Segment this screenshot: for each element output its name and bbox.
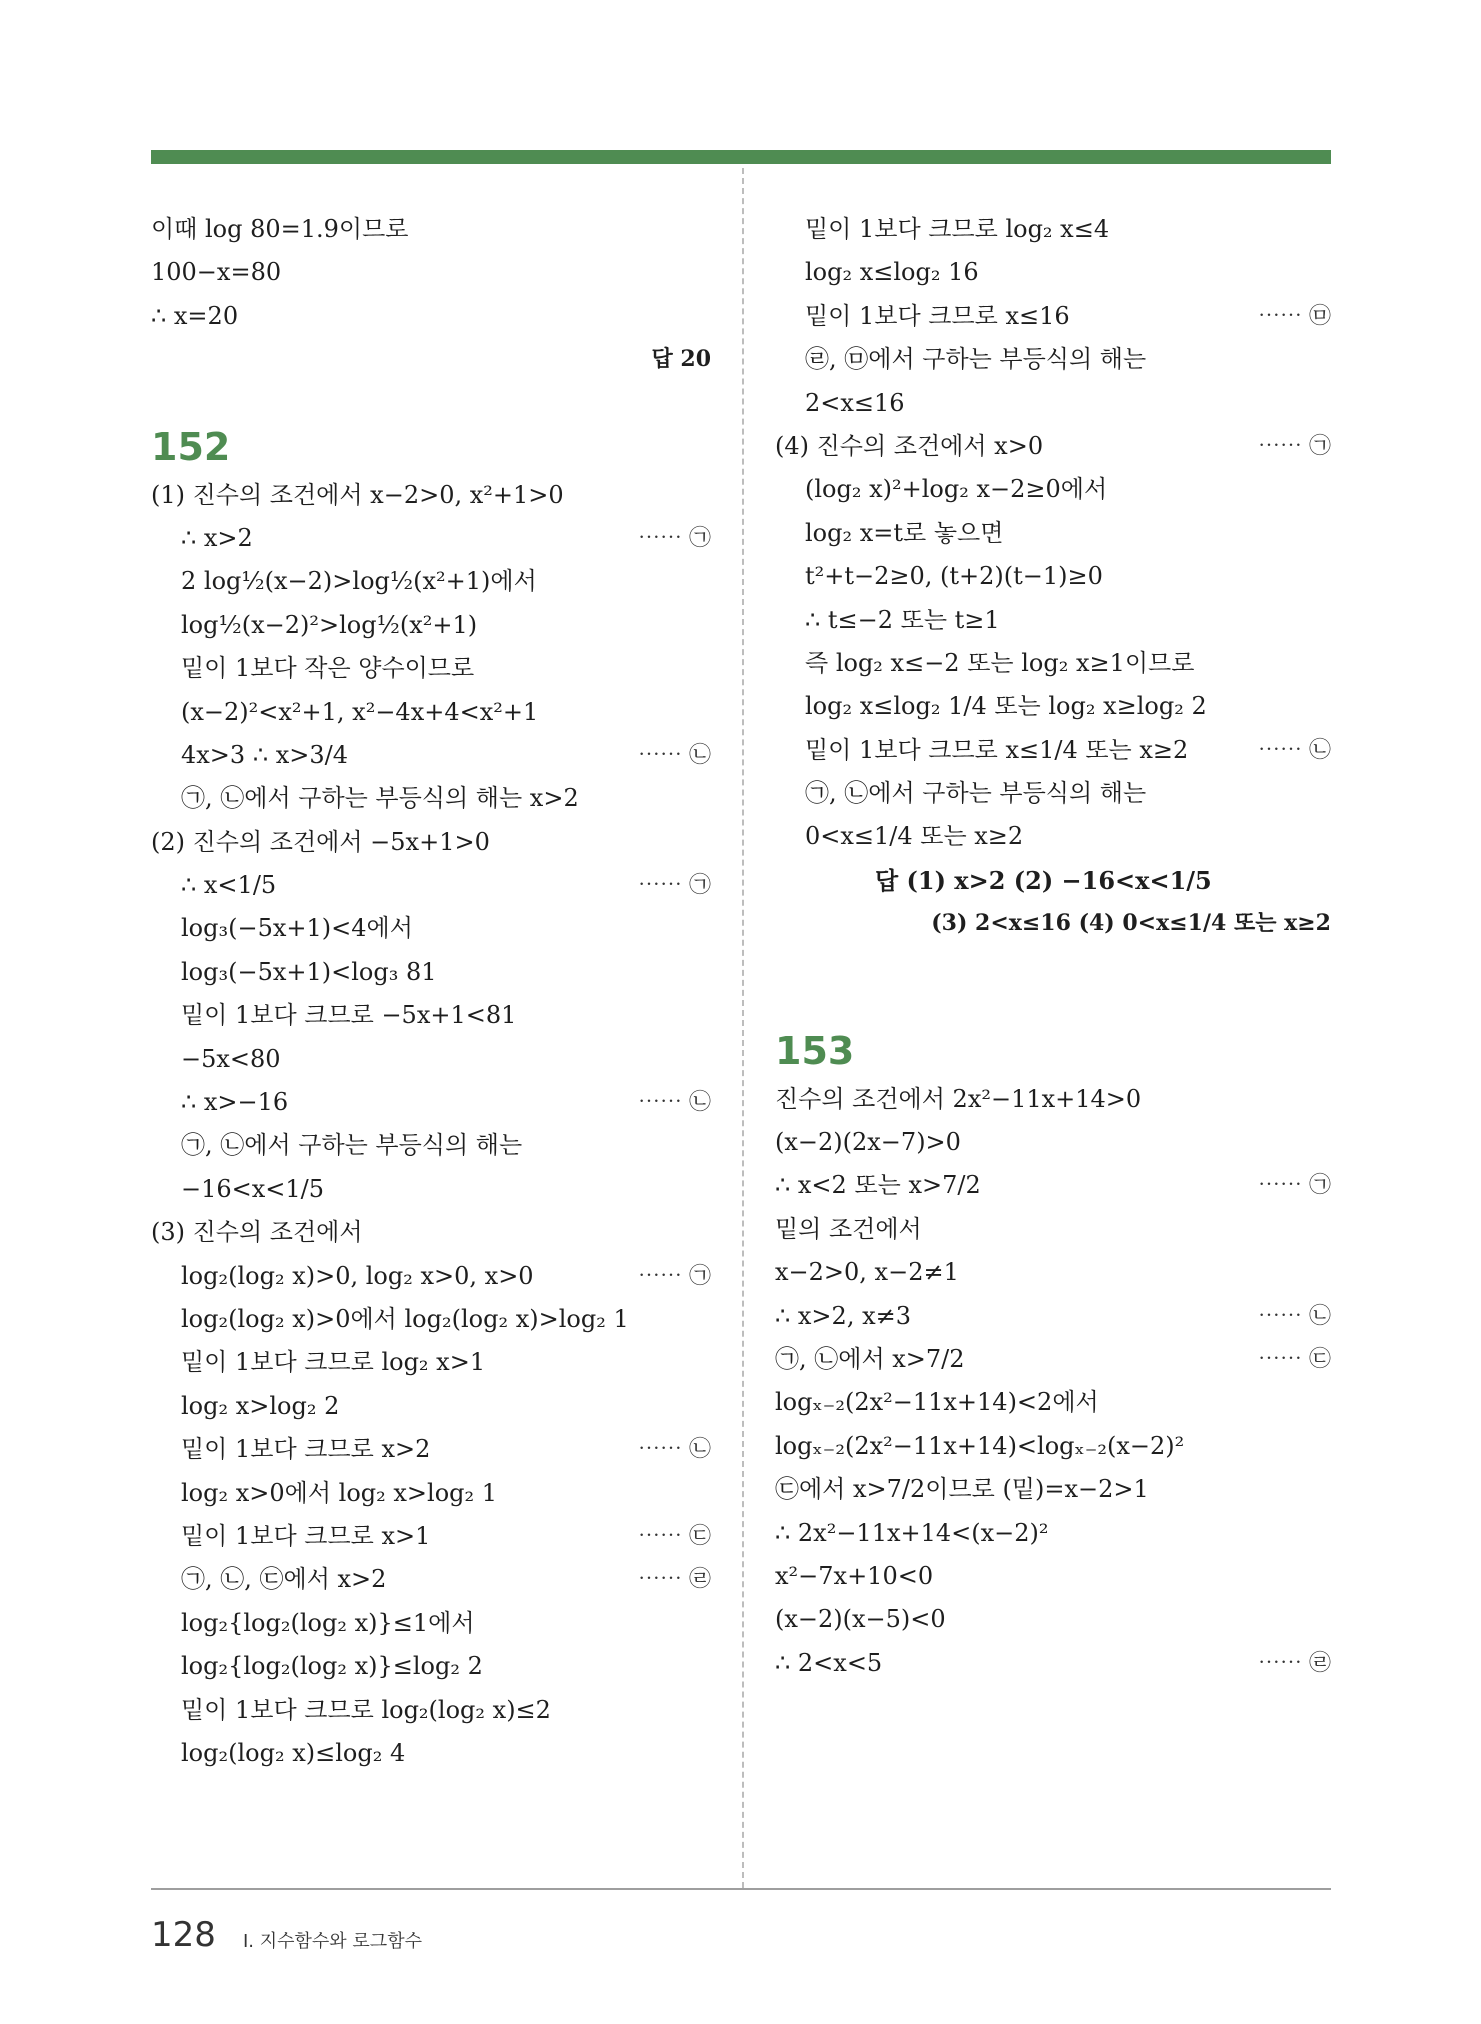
line-text: log₃(−5x+1)<4에서 — [181, 914, 413, 943]
solution-line — [151, 647, 711, 690]
footer-rule — [151, 1888, 1331, 1890]
line-text: log₂ x>log₂ 2 — [181, 1391, 340, 1420]
solution-line — [775, 382, 1331, 425]
line-text: 4x>3 ∴ x>3/4 — [181, 740, 348, 769]
line-text: 밑이 1보다 크므로 x>1 — [181, 1521, 431, 1550]
line-text: −16<x<1/5 — [181, 1174, 325, 1203]
spacer — [775, 946, 1331, 1016]
line-text: log₂(log₂ x)≤log₂ 4 — [181, 1738, 406, 1767]
solution-line — [151, 1602, 711, 1645]
solution-line — [775, 642, 1331, 685]
solution-line — [151, 517, 711, 560]
equation-label: ⋯⋯ ㉡ — [1258, 1303, 1331, 1329]
solution-line — [775, 1642, 1331, 1685]
line-text: (log₂ x)²+log₂ x−2≥0에서 — [805, 475, 1108, 504]
equation-label: ⋯⋯ ㉣ — [638, 1567, 711, 1593]
line-text: x²−7x+10<0 — [775, 1561, 934, 1590]
solution-line — [151, 1038, 711, 1081]
solution-line — [775, 295, 1331, 338]
equation-label: ⋯⋯ ㉡ — [638, 1090, 711, 1116]
line-text: ㉠, ㉡에서 구하는 부등식의 해는 — [805, 779, 1147, 808]
line-text: 밑이 1보다 크므로 x>2 — [181, 1435, 431, 1464]
equation-label: ⋯⋯ ㉠ — [638, 873, 711, 899]
solution-line — [151, 1472, 711, 1515]
solution-line — [775, 1251, 1331, 1294]
line-text: ㉠, ㉡에서 x>7/2 — [775, 1344, 965, 1373]
line-text: (1) 진수의 조건에서 x−2>0, x²+1>0 — [151, 480, 564, 509]
solution-line — [775, 251, 1331, 294]
line-text: 답 20 — [651, 346, 711, 373]
line-text: ∴ x>2, x≠3 — [775, 1301, 911, 1330]
solution-line — [775, 1338, 1331, 1381]
top-accent-bar — [151, 150, 1331, 164]
solution-line — [151, 251, 711, 294]
solution-line — [151, 821, 711, 864]
line-text: 밑이 1보다 크므로 x≤16 — [805, 301, 1070, 330]
solution-line — [151, 1081, 711, 1124]
line-text: ∴ x>2 — [181, 523, 253, 552]
line-text: 밑의 조건에서 — [775, 1214, 922, 1243]
line-text: log½(x−2)²>log½(x²+1) — [181, 610, 478, 639]
line-text: 답 (1) x>2 (2) −16<x<1/5 — [875, 865, 1212, 895]
line-text: ∴ 2<x<5 — [775, 1648, 883, 1677]
solution-line — [151, 1255, 711, 1298]
equation-label: ⋯⋯ ㉠ — [638, 1263, 711, 1289]
line-text: ∴ x<2 또는 x>7/2 — [775, 1171, 981, 1200]
equation-label: ⋯⋯ ㉡ — [638, 1437, 711, 1463]
solution-line — [775, 208, 1331, 251]
line-text: 이때 log 80=1.9이므로 — [151, 215, 409, 243]
line-text: log₃(−5x+1)<log₃ 81 — [181, 957, 437, 986]
solution-line — [775, 1121, 1331, 1164]
solution-line — [151, 1341, 711, 1384]
line-text: 100−x=80 — [151, 258, 282, 287]
solution-line — [775, 1555, 1331, 1598]
solution-line — [775, 1381, 1331, 1424]
line-text: logₓ₋₂(2x²−11x+14)<2에서 — [775, 1388, 1099, 1417]
line-text: ∴ x<1/5 — [181, 871, 277, 900]
equation-label: ⋯⋯ ㉠ — [1258, 1173, 1331, 1199]
line-text: ∴ 2x²−11x+14<(x−2)² — [775, 1518, 1049, 1547]
solution-line — [151, 1515, 711, 1558]
solution-line — [151, 907, 711, 950]
line-text: 153 — [775, 1028, 855, 1073]
line-text: ㉢에서 x>7/2이므로 (밑)=x−2>1 — [775, 1475, 1149, 1504]
solution-line — [775, 772, 1331, 815]
solution-line — [775, 1078, 1331, 1121]
line-text: 밑이 1보다 크므로 x≤1/4 또는 x≥2 — [805, 735, 1189, 764]
equation-label: ⋯⋯ ㉡ — [1258, 737, 1331, 763]
solution-line — [151, 951, 711, 994]
solution-line — [775, 599, 1331, 642]
solution-line — [775, 729, 1331, 772]
line-text: (4) 진수의 조건에서 x>0 — [775, 431, 1044, 460]
solution-line — [775, 1598, 1331, 1641]
solution-line — [151, 734, 711, 777]
solution-line — [151, 994, 711, 1037]
solution-line — [151, 777, 711, 820]
line-text: 2<x≤16 — [805, 388, 905, 417]
solution-line — [151, 604, 711, 647]
line-text: log₂ x=t로 놓으면 — [805, 518, 1004, 547]
solution-line — [151, 691, 711, 734]
left-column — [151, 208, 711, 1775]
solution-line — [151, 1298, 711, 1341]
solution-line — [775, 685, 1331, 728]
solution-line — [151, 1211, 711, 1254]
solution-line — [151, 295, 711, 338]
equation-label: ⋯⋯ ㉠ — [1258, 433, 1331, 459]
solution-line — [151, 864, 711, 907]
line-text: logₓ₋₂(2x²−11x+14)<logₓ₋₂(x−2)² — [775, 1431, 1185, 1460]
page-number: 128 — [151, 1915, 216, 1955]
equation-label: ⋯⋯ ㉡ — [638, 742, 711, 768]
line-text: (2) 진수의 조건에서 −5x+1>0 — [151, 827, 490, 856]
line-text: log₂ x≤log₂ 16 — [805, 258, 979, 287]
line-text: log₂ x≤log₂ 1/4 또는 log₂ x≥log₂ 2 — [805, 692, 1207, 721]
column-divider — [742, 168, 744, 1888]
problem-number — [775, 1016, 1331, 1078]
solution-line — [775, 512, 1331, 555]
solution-line — [775, 1512, 1331, 1555]
solution-line — [775, 338, 1331, 381]
line-text: 0<x≤1/4 또는 x≥2 — [805, 822, 1024, 851]
solution-line — [151, 1558, 711, 1601]
line-text: 2 log½(x−2)>log½(x²+1)에서 — [181, 567, 537, 596]
line-text: ∴ t≤−2 또는 t≥1 — [805, 605, 1000, 634]
chapter-title: Ⅰ. 지수함수와 로그함수 — [243, 1931, 422, 1952]
line-text: −5x<80 — [181, 1044, 281, 1073]
line-text: t²+t−2≥0, (t+2)(t−1)≥0 — [805, 562, 1103, 591]
line-text: ∴ x=20 — [151, 301, 239, 330]
line-text: (x−2)(x−5)<0 — [775, 1605, 946, 1634]
solution-line — [775, 555, 1331, 598]
solution-line — [151, 1385, 711, 1428]
solution-line — [775, 468, 1331, 511]
solution-line — [151, 208, 711, 251]
equation-label: ⋯⋯ ㉤ — [1258, 303, 1331, 329]
line-text: ㉣, ㉤에서 구하는 부등식의 해는 — [805, 345, 1147, 374]
solution-line — [775, 1468, 1331, 1511]
line-text: 밑이 1보다 크므로 log₂(log₂ x)≤2 — [181, 1695, 551, 1724]
equation-label: ⋯⋯ ㉣ — [1258, 1650, 1331, 1676]
line-text: log₂(log₂ x)>0, log₂ x>0, x>0 — [181, 1261, 534, 1290]
line-text: 152 — [151, 424, 231, 469]
line-text: (x−2)²<x²+1, x²−4x+4<x²+1 — [181, 697, 539, 726]
equation-label: ⋯⋯ ㉢ — [638, 1523, 711, 1549]
solution-line — [775, 1208, 1331, 1251]
line-text: log₂(log₂ x)>0에서 log₂(log₂ x)>log₂ 1 — [181, 1304, 629, 1333]
equation-label: ⋯⋯ ㉠ — [638, 525, 711, 551]
line-text: 밑이 1보다 크므로 −5x+1<81 — [181, 1001, 517, 1030]
spacer — [151, 382, 711, 412]
line-text: ㉠, ㉡에서 구하는 부등식의 해는 — [181, 1131, 523, 1160]
solution-line — [775, 1164, 1331, 1207]
solution-line — [151, 1689, 711, 1732]
solution-line — [151, 1124, 711, 1167]
line-text: 밑이 1보다 크므로 log₂ x≤4 — [805, 215, 1110, 243]
problem-number — [151, 412, 711, 474]
line-text: log₂{log₂(log₂ x)}≤1에서 — [181, 1608, 475, 1637]
solution-line — [151, 1645, 711, 1688]
solution-line — [775, 1295, 1331, 1338]
solution-line — [775, 425, 1331, 468]
solution-line — [151, 560, 711, 603]
line-text: ㉠, ㉡에서 구하는 부등식의 해는 x>2 — [181, 784, 579, 813]
line-text: (3) 진수의 조건에서 — [151, 1218, 363, 1247]
line-text: 즉 log₂ x≤−2 또는 log₂ x≥1이므로 — [805, 648, 1195, 677]
answer-line — [151, 338, 711, 381]
solution-line — [151, 1428, 711, 1471]
answer-line — [775, 902, 1331, 945]
right-column — [775, 208, 1331, 1685]
line-text: x−2>0, x−2≠1 — [775, 1258, 959, 1287]
line-text: 밑이 1보다 크므로 log₂ x>1 — [181, 1348, 486, 1377]
line-text: log₂{log₂(log₂ x)}≤log₂ 2 — [181, 1652, 483, 1681]
answer-line — [775, 859, 1331, 902]
line-text: ∴ x>−16 — [181, 1088, 289, 1117]
solution-line — [151, 474, 711, 517]
solution-line — [151, 1168, 711, 1211]
line-text: 밑이 1보다 작은 양수이므로 — [181, 654, 475, 683]
line-text: ㉠, ㉡, ㉢에서 x>2 — [181, 1565, 387, 1594]
line-text: (x−2)(2x−7)>0 — [775, 1128, 961, 1157]
solution-line — [151, 1732, 711, 1775]
line-text: log₂ x>0에서 log₂ x>log₂ 1 — [181, 1478, 498, 1507]
solution-line — [775, 815, 1331, 858]
line-text: (3) 2<x≤16 (4) 0<x≤1/4 또는 x≥2 — [931, 910, 1331, 937]
solution-line — [775, 1425, 1331, 1468]
line-text: 진수의 조건에서 2x²−11x+14>0 — [775, 1084, 1142, 1113]
equation-label: ⋯⋯ ㉢ — [1258, 1346, 1331, 1372]
